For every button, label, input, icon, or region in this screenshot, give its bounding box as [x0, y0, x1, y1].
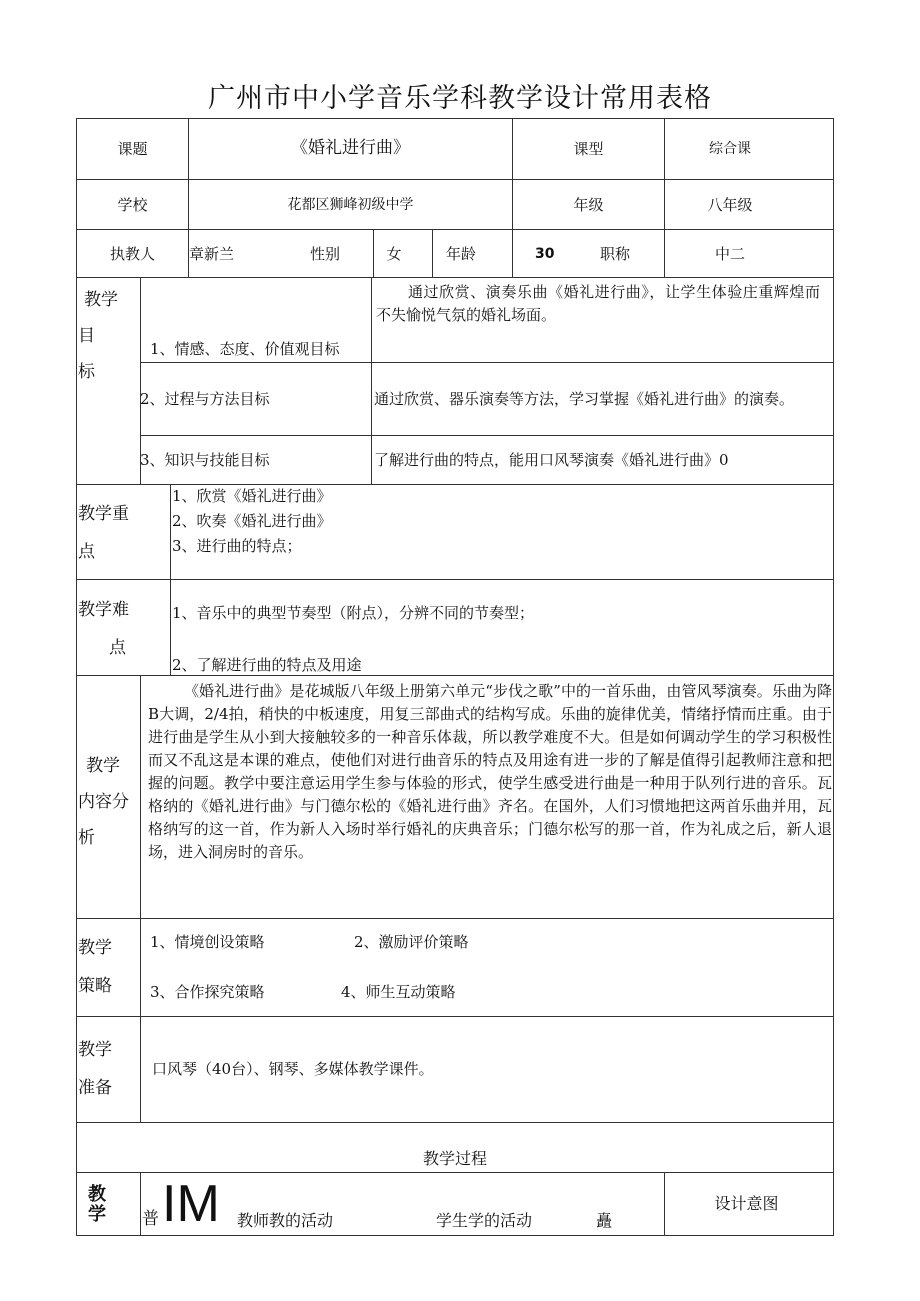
strategy-label-2: 策略 — [78, 976, 112, 996]
key-points-label-2: 点 — [78, 542, 95, 562]
title-value: 中二 — [714, 245, 745, 263]
content-label-1: 教学 — [86, 756, 120, 776]
process-col1-a: 教 — [88, 1184, 106, 1205]
age-label: 年龄 — [446, 245, 477, 263]
goals-label-1: 教学 — [84, 290, 118, 310]
preparation-label-2: 准备 — [78, 1078, 112, 1098]
preparation-label-1: 教学 — [78, 1040, 112, 1060]
difficulty-2: 2、了解进行曲的特点及用途 — [172, 656, 362, 674]
page-title: 广州市中小学音乐学科教学设计常用表格 — [208, 83, 712, 114]
topic-value: 《婚礼进行曲》 — [291, 138, 410, 158]
content-text: 《婚礼进行曲》是花城版八年级上册第六单元“步伐之歌”中的一首乐曲，由管风琴演奏。乐曲为降B大调，2/4拍，稍快的中板速度，用复三部曲式的结构写成。乐曲的旋律优美，情绪抒情而庄重。由于进行曲是学生从小到大接触较多的一种音乐体裁，所以教学难度不大。但是如何调动学生的学习积极性而又不乱这是本课的难点，使他们对进行曲音乐的特点及用途有进一步的了解是值得引起教师注意和把握的问题。教学中要注意运用学生参与体验的形式，使学生感受进行曲是一种用于队列行进的音乐。瓦格纳的《婚礼进行曲》与门德尔松的《婚礼进行曲》齐名。在国外，人们习惯地把这两首乐曲并用，瓦格纳写的这一首，作为新人入场时举行婚礼的庆典音乐；门德尔松写的那一首，作为礼成之后，新人退场，进入洞房时的音乐。 — [148, 682, 832, 861]
type-label: 课型 — [573, 140, 604, 158]
design-intent-label: 设计意图 — [714, 1194, 779, 1213]
process-big-mark: IM — [162, 1175, 220, 1233]
process-odd-char: 矗 — [596, 1211, 613, 1230]
key-points-label-1: 教学重 — [78, 504, 129, 524]
type-value: 综合课 — [709, 141, 751, 157]
strategy-item-1: 1、情境创设策略 — [150, 933, 265, 951]
gender-value: 女 — [386, 245, 402, 263]
teacher-label: 执教人 — [109, 245, 155, 263]
title-label: 职称 — [600, 245, 631, 263]
preparation-text: 口风琴（40台）、钢琴、多媒体教学课件。 — [152, 1060, 434, 1078]
goal-3-name: 3、知识与技能目标 — [140, 451, 270, 469]
goals-label-2: 目 — [78, 326, 95, 346]
difficulties-label-1: 教学难 — [78, 600, 129, 620]
key-point-2: 2、吹奏《婚礼进行曲》 — [172, 512, 332, 530]
goal-1-name: 1、情感、态度、价值观目标 — [150, 340, 340, 358]
process-col1-b: 学 — [88, 1204, 106, 1225]
goal-2-name: 2、过程与方法目标 — [140, 390, 270, 408]
strategy-label-1: 教学 — [78, 938, 112, 958]
gender-label: 性别 — [310, 245, 341, 263]
student-activity-label: 学生学的活动 — [436, 1211, 533, 1230]
school-label: 学校 — [117, 196, 148, 214]
key-point-1: 1、欣赏《婚礼进行曲》 — [172, 487, 332, 505]
goals-label-3: 标 — [78, 362, 95, 382]
strategy-item-2: 2、激励评价策略 — [354, 933, 469, 951]
difficulties-label-2: 点 — [109, 638, 126, 658]
process-heading: 教学过程 — [422, 1149, 487, 1168]
process-col1-cell — [76, 1172, 141, 1236]
topic-label: 课题 — [117, 140, 148, 158]
teacher-activity-label: 教师教的活动 — [237, 1211, 334, 1230]
teacher-value: 章新兰 — [189, 245, 235, 263]
goal-3-desc: 了解进行曲的特点，能用口风琴演奏《婚礼进行曲》0 — [374, 451, 729, 469]
strategy-item-4: 4、师生互动策略 — [341, 983, 456, 1001]
key-point-3: 3、进行曲的特点； — [172, 537, 302, 555]
age-value: 30 — [535, 246, 555, 262]
lesson-plan-table — [76, 118, 834, 1236]
process-prefix: 普 — [142, 1209, 159, 1229]
school-value: 花都区狮峰初级中学 — [287, 197, 414, 213]
grade-value: 八年级 — [707, 196, 753, 214]
content-label-2: 内容分 — [78, 792, 129, 812]
grade-label: 年级 — [573, 196, 604, 214]
strategy-item-3: 3、合作探究策略 — [150, 983, 265, 1001]
content-label-3: 析 — [78, 828, 95, 848]
goal-2-desc: 通过欣赏、器乐演奏等方法，学习掌握《婚礼进行曲》的演奏。 — [374, 390, 795, 408]
goal-1-desc: 通过欣赏、演奏乐曲《婚礼进行曲》，让学生体验庄重辉煌而不失愉悦气氛的婚礼场面。 — [376, 283, 820, 324]
difficulty-1: 1、音乐中的典型节奏型（附点），分辨不同的节奏型； — [172, 604, 535, 622]
